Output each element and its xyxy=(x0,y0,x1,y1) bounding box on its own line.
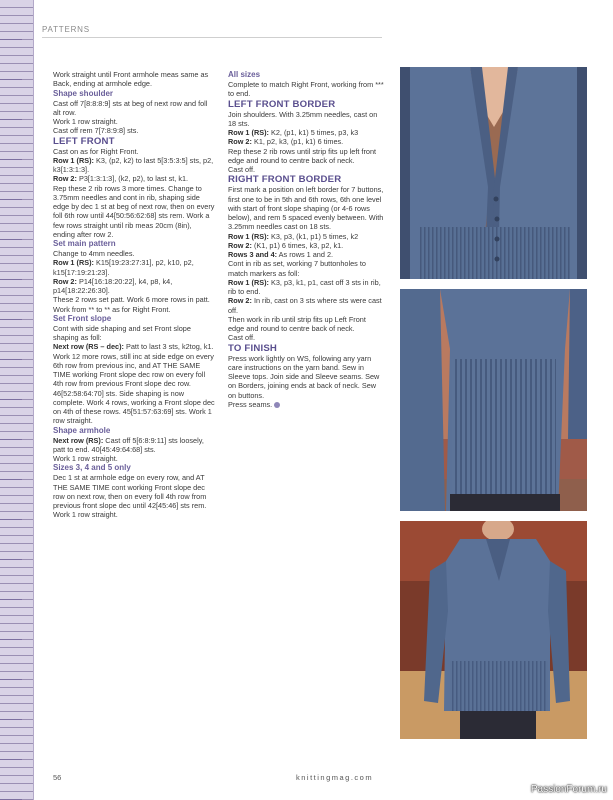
main-pattern-heading: Set main pattern xyxy=(53,239,116,248)
front-slope-next-row xyxy=(53,342,215,351)
left-front-heading: LEFT FRONT xyxy=(53,135,115,147)
front-slope-intro: Cont with side shaping and set Front slope shaping as foll: xyxy=(53,323,191,342)
row-text: K15[19:23:27:31], p2, k10, p2, k15[17:19:21:23]. xyxy=(53,258,194,277)
finish-heading: TO FINISH xyxy=(228,342,278,354)
main-pattern-change: Change to 4mm needles. xyxy=(53,249,135,258)
sizes-body: Dec 1 st at armhole edge on every row, and AT THE SAME TIME cont working Front slope dec row on next row, then on every foll 4th row from previous front slope dec until 42[45:46] sts rem. xyxy=(53,473,207,510)
right-border-intro: First mark a position on left border for 7 buttons, first one to be in 5th and 6th rows, 6th one level with start of front slope shaping (or 4-6 rows below), and rem 5 spaced evenly between. With 3.25mm needles cast on 18 sts. xyxy=(228,185,384,232)
section-label: PATTERNS xyxy=(42,25,382,38)
front-slope-body: Work 12 more rows, still inc at side edge on every 6th row from previous inc, and AT THE SAME TIME working Front slope dec row on every foll 4th row from previous Front slope dec row. 46[52:58:64:70] sts. Side shaping is now complete. Work 4 rows, working a Front slope dec on 4th of these rows. 45[51:57:63:69] sts. Work 1 row straight. xyxy=(53,351,215,426)
left-front-row-1 xyxy=(53,156,215,175)
cardigan-waist-illustration xyxy=(400,289,587,511)
cardigan-front-illustration xyxy=(400,67,587,279)
buttonhole-row-1 xyxy=(228,278,384,297)
shoulder-line-2: Work 1 row straight. xyxy=(53,117,118,126)
row-text: P14[16:18:20:22], k4, p8, k4, p14[18:22:26:30]. xyxy=(53,276,173,295)
right-border-end: Cast off. xyxy=(228,333,256,343)
watermark: PassionForum.ru xyxy=(530,784,607,795)
pattern-column-left xyxy=(53,70,215,520)
sizes-after: Work 1 row straight. xyxy=(53,510,118,520)
row-text: K3, p3, k1, p1, cast off 3 sts in rib, rib to end. xyxy=(228,277,381,296)
row-text: In rib, cast on 3 sts where sts were cast off. xyxy=(228,296,382,315)
main-pattern-row-2 xyxy=(53,277,215,296)
row-label: Row 1 (RS): xyxy=(53,258,94,268)
cardigan-photo-waist xyxy=(400,289,587,511)
right-border-rows-3-4 xyxy=(228,250,384,259)
page-number: 56 xyxy=(53,773,62,782)
row-label: Row 1 (RS): xyxy=(53,155,94,165)
cardigan-full-illustration xyxy=(400,521,587,739)
left-front-row-2 xyxy=(53,174,215,183)
end-mark-icon xyxy=(274,402,280,408)
row-text: As rows 1 and 2. xyxy=(277,250,334,259)
row-label: Rows 3 and 4: xyxy=(228,250,278,259)
buttonhole-row-2 xyxy=(228,296,384,315)
armhole-after: Work 1 row straight. xyxy=(53,454,118,463)
all-sizes-heading: All sizes xyxy=(228,70,261,79)
left-border-row-1 xyxy=(228,128,384,137)
left-border-end: Cast off. xyxy=(228,165,256,174)
ruler-edge xyxy=(33,0,34,800)
ruler-major-ticks xyxy=(0,0,34,800)
right-border-row-1 xyxy=(228,232,384,241)
row-label: Row 2: xyxy=(228,137,252,147)
row-label: Row 1 (RS): xyxy=(228,231,269,241)
cardigan-photo-full xyxy=(400,521,587,739)
site-url: knittingmag.com xyxy=(296,773,374,782)
row-label: Row 1 (RS): xyxy=(228,277,269,287)
all-sizes-body: Complete to match Right Front, working from *** to end. xyxy=(228,80,384,99)
left-border-body: Rep these 2 rib rows until strip fits up left front edge and round to centre back of neck. xyxy=(228,146,377,165)
row-text: P3[1:3:1:3], (k2, p2), to last st, k1. xyxy=(76,174,189,184)
finish-body: Press work lightly on WS, following any yarn care instructions on the yarn band. Sew in Sleeve tops. Join side and Sleeve seams. Sew on Borders, joining ends at back of neck. Sew on buttons. xyxy=(228,353,380,400)
left-border-intro: Join shoulders. With 3.25mm needles, cast on 18 sts. xyxy=(228,109,378,128)
row-label: Row 2: xyxy=(228,296,252,306)
row-label: Row 2: xyxy=(53,276,77,286)
left-front-body: Rep these 2 rib rows 3 more times. Change to 3.75mm needles and cont in rib, shaping side edge by dec 1 st at beg of next row, then on every foll 6th row until 44[50:56:62:68] sts rem. Work a few rows straight until rib meas 20cm (8in), ending after row 2. xyxy=(53,183,215,239)
front-slope-heading: Set Front slope xyxy=(53,313,112,323)
row-text: K3, p3, (k1, p1) 5 times, k2 xyxy=(268,231,359,241)
intro-text: Work straight until Front armhole meas same as Back, ending at armhole edge. xyxy=(53,70,209,89)
pattern-column-right xyxy=(228,70,384,409)
row-label: Row 2: xyxy=(53,174,77,184)
row-text: Cast off 5[6:8:9:11] sts loosely, patt to end. 40[45:49:64:68] sts. xyxy=(53,435,204,454)
row-text: Patt to last 3 sts, k2tog, k1. xyxy=(123,342,214,352)
shoulder-line-1: Cast off 7[8:8:8:9] sts at beg of next row and foll alt row. xyxy=(53,98,208,117)
row-label: Row 1 (RS): xyxy=(228,128,269,137)
row-text: K2, (p1, k1) 5 times, p3, k3 xyxy=(268,128,359,137)
cardigan-photo-front xyxy=(400,67,587,279)
right-border-after: Then work in rib until strip fits up Left Front edge and round to centre back of neck. xyxy=(228,314,366,333)
left-border-row-2 xyxy=(228,137,384,146)
finish-end-text: Press seams. xyxy=(228,399,273,409)
row-text: K3, (p2, k2) to last 5[3:5:3:5] sts, p2, k3[1:3:1:3]. xyxy=(53,155,214,174)
row-text: (K1, p1) 6 times, k3, p2, k1. xyxy=(251,240,344,250)
row-label: Next row (RS): xyxy=(53,435,104,445)
row-text: K1, p2, k3, (p1, k1) 6 times. xyxy=(251,137,344,147)
shape-shoulder-heading: Shape shoulder xyxy=(53,88,114,98)
armhole-heading: Shape armhole xyxy=(53,425,111,435)
right-border-row-2 xyxy=(228,241,384,250)
row-label: Next row (RS – dec): xyxy=(53,342,124,352)
main-pattern-body: These 2 rows set patt. Work 6 more rows in patt. Work from ** to ** as for Right Front. xyxy=(53,295,210,314)
row-label: Row 2: xyxy=(228,240,252,250)
left-front-cast-on: Cast on as for Right Front. xyxy=(53,146,139,156)
armhole-next-row xyxy=(53,436,215,455)
finish-end xyxy=(228,400,384,409)
sizes-heading: Sizes 3, 4 and 5 only xyxy=(53,463,131,473)
shoulder-line-3: Cast off rem 7[7:8:9:8] sts. xyxy=(53,126,139,136)
right-border-body: Cont in rib as set, working 7 buttonholes to match markers as foll: xyxy=(228,259,366,278)
main-pattern-row-1 xyxy=(53,258,215,277)
right-border-heading: RIGHT FRONT BORDER xyxy=(228,174,342,186)
left-border-heading: LEFT FRONT BORDER xyxy=(228,98,336,110)
